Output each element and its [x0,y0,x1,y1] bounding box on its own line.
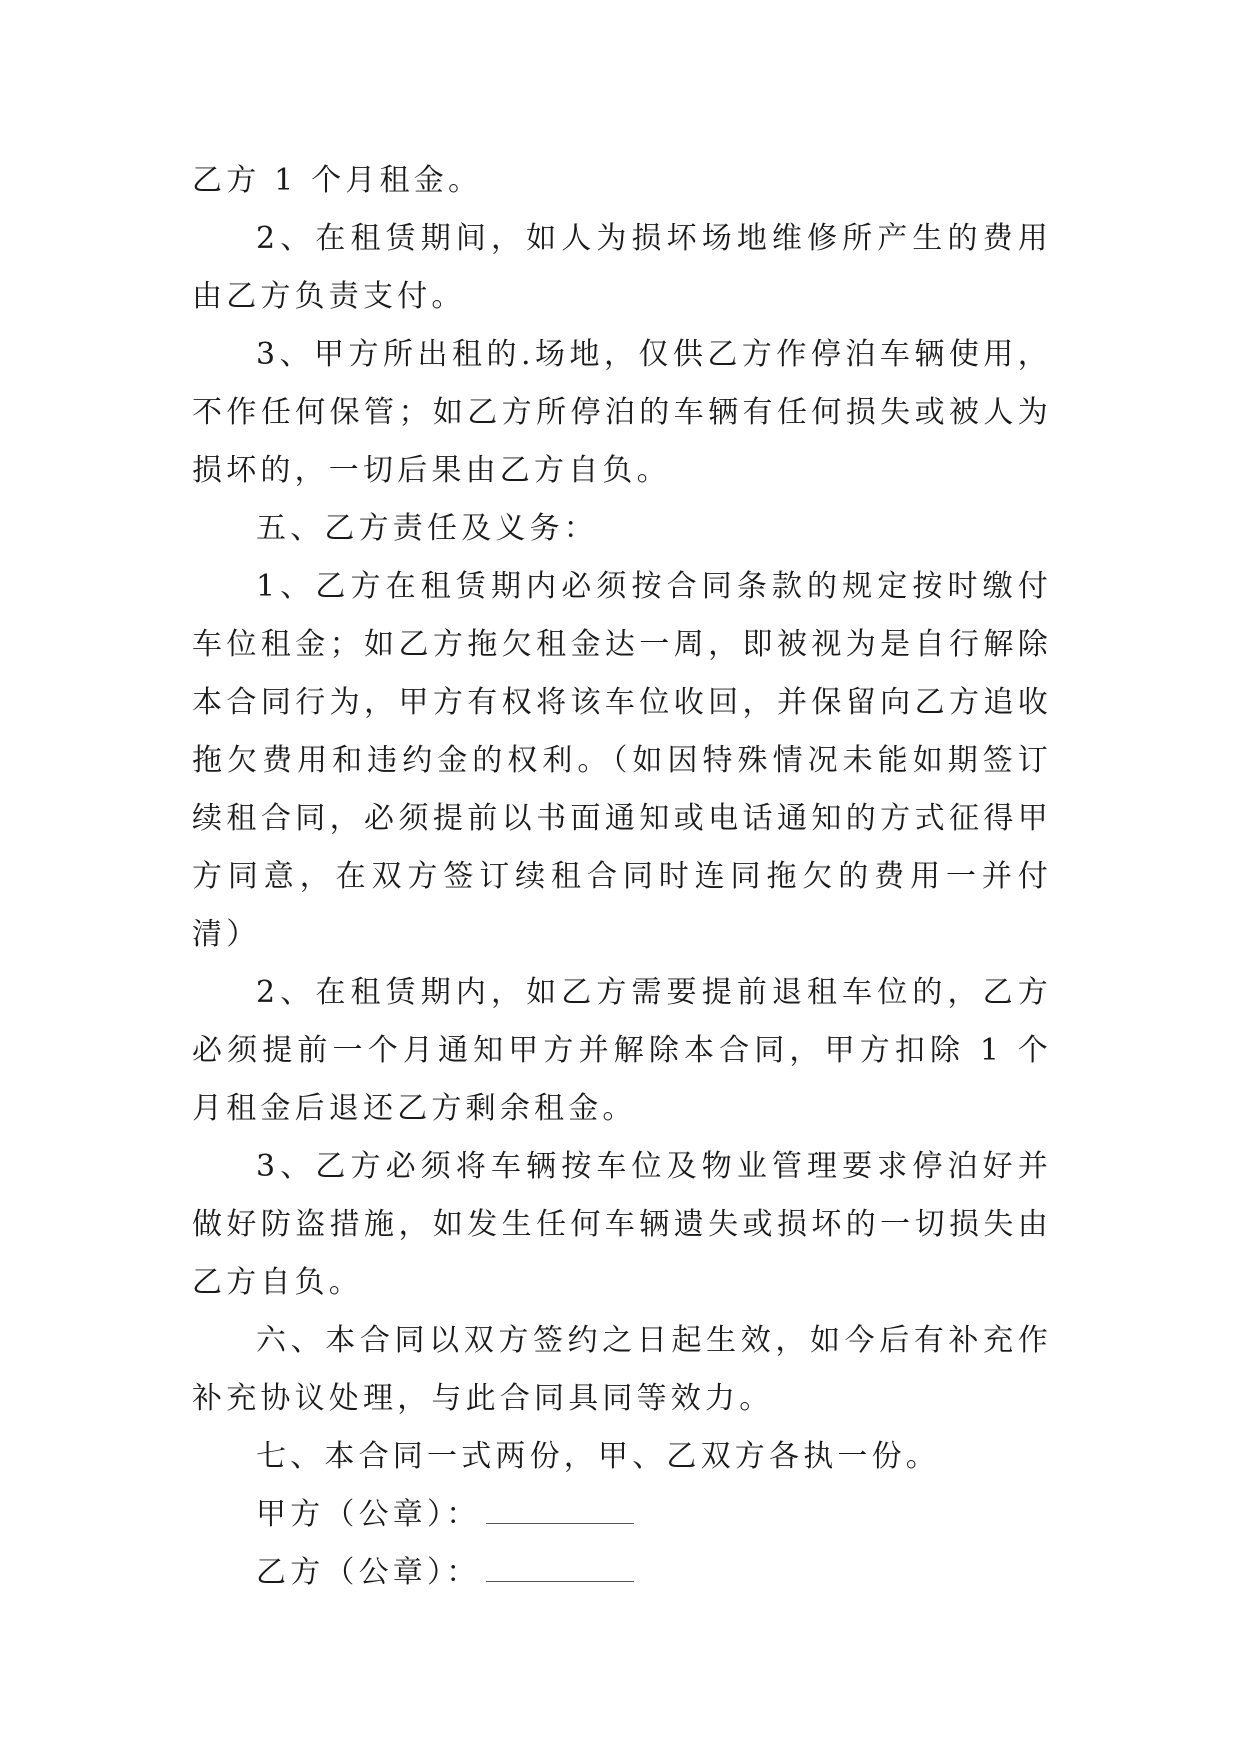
signature-label-party-a: 甲方（公章）： [256,1497,481,1532]
paragraph-effective-date: 六、本合同以双方签约之日起生效，如今后有补充作补充协议处理，与此合同具同等效力。 [192,1323,1052,1416]
paragraph-damage-repair: 2、在租赁期间，如人为损坏场地维修所产生的费用由乙方负责支付。 [192,221,1052,314]
signature-blank-party-a[interactable] [486,1503,634,1524]
paragraph-copies: 七、本合同一式两份，甲、乙双方各执一份。 [256,1439,940,1474]
section-heading-party-b-duties: 五、乙方责任及义务： [256,511,598,546]
paragraph-rent-payment: 1、乙方在租赁期内必须按合同条款的规定按时缴付车位租金；如乙方拖欠租金达一周，即被视为是自行解除本合同行为，甲方有权将该车位收回，并保留向乙方追收拖欠费用和违约金的权利。（如因特殊情况未能如期签订续租合同，必须提前以书面通知或电话通知的方式征得甲方同意，在双方签订续租合同时连同拖欠的费用一并付清） [192,569,1052,952]
paragraph-parking-only: 3、甲方所出租的.场地，仅供乙方作停泊车辆使用，不作任何保管；如乙方所停泊的车辆有任何损失或被人为损坏的，一切后果由乙方自负。 [192,337,1052,488]
signature-line-party-a [192,1486,1052,1544]
paragraph-rent-continuation: 乙方 1 个月租金。 [192,163,483,198]
signature-line-party-b [192,1544,1052,1602]
signature-blank-party-b[interactable] [486,1561,634,1582]
signature-label-party-b: 乙方（公章）： [256,1555,481,1590]
paragraph-early-termination: 2、在租赁期内，如乙方需要提前退租车位的，乙方必须提前一个月通知甲方并解除本合同，甲方扣除 1 个月租金后退还乙方剩余租金。 [192,975,1052,1126]
document-body [192,152,1052,1602]
paragraph-theft-prevention: 3、乙方必须将车辆按车位及物业管理要求停泊好并做好防盗措施，如发生任何车辆遗失或损坏的一切损失由乙方自负。 [192,1149,1052,1300]
